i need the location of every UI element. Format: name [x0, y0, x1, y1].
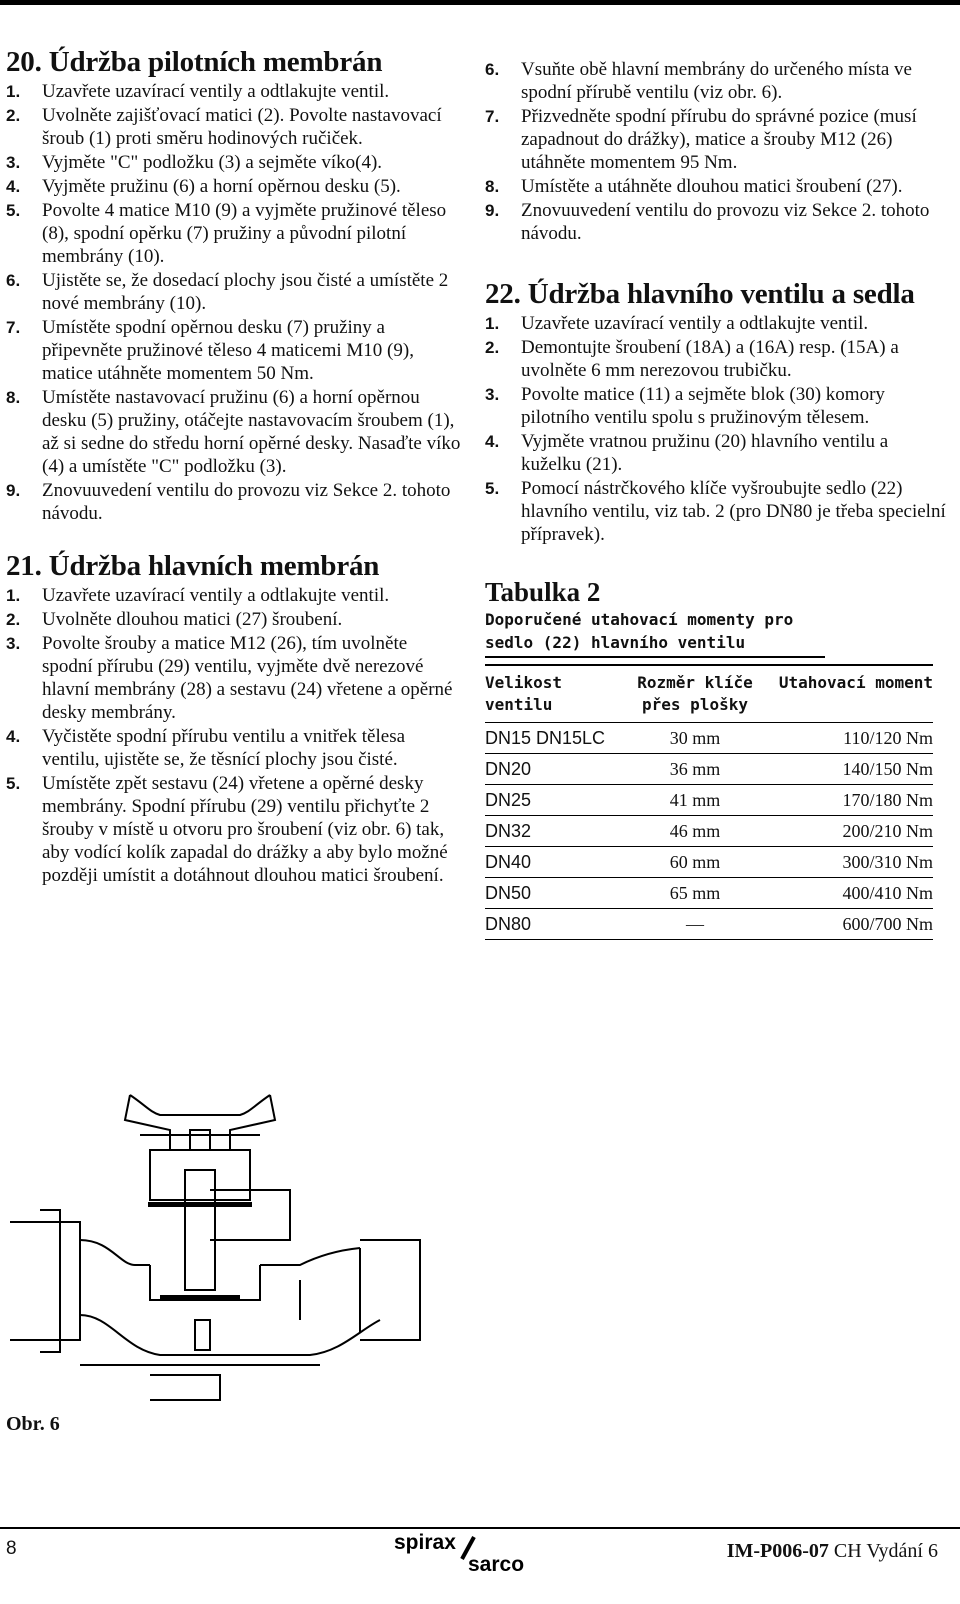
list-item: 6. Ujistěte se, že dosedací plochy jsou čisté a umístěte 2 nové membrány (10). — [6, 270, 449, 314]
document-id: IM-P006-07 CH Vydání 6 — [726, 1540, 938, 1562]
spirax-sarco-logo — [384, 1527, 554, 1577]
section-20-steps — [6, 80, 462, 525]
torque-table — [485, 664, 933, 940]
page-number: 8 — [6, 1538, 17, 1559]
list-item: 3. Vyjměte "C" podložku (3) a sejměte víko(4). — [6, 152, 383, 173]
svg-text:spirax: spirax — [394, 1531, 456, 1554]
list-item: 4. Vyčistěte spodní přírubu ventilu a vnitřek tělesa ventilu, ujistěte se, že těsnící plochy jsou čisté. — [6, 726, 406, 770]
list-item: 5. Umístěte zpět sestavu (24) vřetene a opěrné desky membrány. Spodní přírubu (29) ventilu přichyťte 2 šrouby v místě u otvoru pro šroubení (viz obr. 6) tak, aby vodící kolík zapadal do drážky a aby bylo možné později umístit a dotáhnout dlouhou matici šroubení. — [6, 773, 448, 886]
list-item: 5. Povolte 4 matice M10 (9) a vyjměte pružinové těleso (8), spodní opěrku (7) pružiny a původní pilotní membrány (10). — [6, 200, 447, 267]
list-item: 1. Uzavřete uzavírací ventily a odtlakujte ventil. — [6, 81, 390, 102]
table-row: DN40 60 mm 300/310 Nm — [485, 847, 933, 878]
header-wrench: Rozměr klíče přes plošky — [615, 665, 775, 723]
list-item: 8. Umístěte a utáhněte dlouhou matici šroubení (27). — [485, 176, 903, 197]
list-item: 3. Povolte šrouby a matice M12 (26), tím uvolněte spodní přírubu (29) ventilu, vyjměte dvě nerezové hlavní membrány (28) a sestavu (24) vřetene a opěrné desky membrány. — [6, 633, 453, 723]
section-22-steps — [485, 312, 951, 546]
section-20-title: 20. Údržba pilotních membrán — [6, 46, 383, 78]
table-row: DN32 46 mm 200/210 Nm — [485, 816, 933, 847]
list-item: 7. Přizvedněte spodní přírubu do správné pozice (musí zapadnout do drážky), matice a šrouby M12 (26) utáhněte momentem 95 Nm. — [485, 106, 917, 173]
table-row: DN15 DN15LC 30 mm 110/120 Nm — [485, 723, 933, 754]
section-21-title: 21. Údržba hlavních membrán — [6, 550, 380, 582]
list-item: 9. Znovuuvedení ventilu do provozu viz Sekce 2. tohoto návodu. — [6, 480, 451, 524]
table-title: Tabulka 2 — [485, 577, 601, 607]
list-item: 2. Uvolněte dlouhou matici (27) šroubení. — [6, 609, 343, 630]
list-item: 9. Znovuuvedení ventilu do provozu viz Sekce 2. tohoto návodu. — [485, 200, 930, 244]
list-item: 2. Demontujte šroubení (18A) a (16A) resp. (15A) a uvolněte 6 mm nerezovou trubičku. — [485, 337, 899, 381]
left-column — [6, 44, 462, 888]
list-item: 1. Uzavřete uzavírací ventily a odtlakujte ventil. — [6, 585, 390, 606]
section-21-steps — [6, 584, 462, 887]
table-header-row — [485, 665, 933, 723]
valve-drawing — [0, 1090, 470, 1415]
list-item: 4. Vyjměte pružinu (6) a horní opěrnou desku (5). — [6, 176, 401, 197]
section-21-steps-continued — [485, 58, 951, 245]
table-row: DN25 41 mm 170/180 Nm — [485, 785, 933, 816]
table-row: DN20 36 mm 140/150 Nm — [485, 754, 933, 785]
list-item: 5. Pomocí nástrčkového klíče vyšroubujte sedlo (22) hlavního ventilu, viz tab. 2 (pro DN80 je třeba specielní přípravek). — [485, 478, 946, 545]
list-item: 6. Vsuňte obě hlavní membrány do určeného místa ve spodní přírubě ventilu (viz obr. 6). — [485, 59, 912, 103]
list-item: 2. Uvolněte zajišťovací matici (2). Povolte nastavovací šroub (1) proti směru hodinových ručiček. — [6, 105, 442, 149]
table-row: DN50 65 mm 400/410 Nm — [485, 878, 933, 909]
top-rule — [0, 0, 960, 5]
header-torque: Utahovací moment — [775, 665, 933, 723]
section-22-title: 22. Údržba hlavního ventilu a sedla — [485, 278, 915, 310]
list-item: 4. Vyjměte vratnou pružinu (20) hlavního ventilu a kuželku (21). — [485, 431, 889, 475]
table-subtitle: Doporučené utahovací momenty pro sedlo (22) hlavního ventilu — [485, 608, 825, 658]
right-column — [485, 58, 951, 940]
figure-label: Obr. 6 — [6, 1413, 60, 1435]
list-item: 3. Povolte matice (11) a sejměte blok (30) komory pilotního ventilu spolu s pružinovým tělesem. — [485, 384, 885, 428]
list-item: 8. Umístěte nastavovací pružinu (6) a horní opěrnou desku (5) pružiny, otáčejte nastavovacím šroubem (1), až si sedne do středu horní opěrné desky. Nasaďte víko (4) a umístěte "C" podložku (3). — [6, 387, 461, 477]
table-row: DN80 — 600/700 Nm — [485, 909, 933, 940]
list-item: 1. Uzavřete uzavírací ventily a odtlakujte ventil. — [485, 313, 869, 334]
header-size: Velikost ventilu — [485, 665, 615, 723]
list-item: 7. Umístěte spodní opěrnou desku (7) pružiny a připevněte pružinové těleso 4 maticemi M10 (9), matice utáhněte momentem 50 Nm. — [6, 317, 414, 384]
svg-text:sarco: sarco — [468, 1553, 525, 1576]
